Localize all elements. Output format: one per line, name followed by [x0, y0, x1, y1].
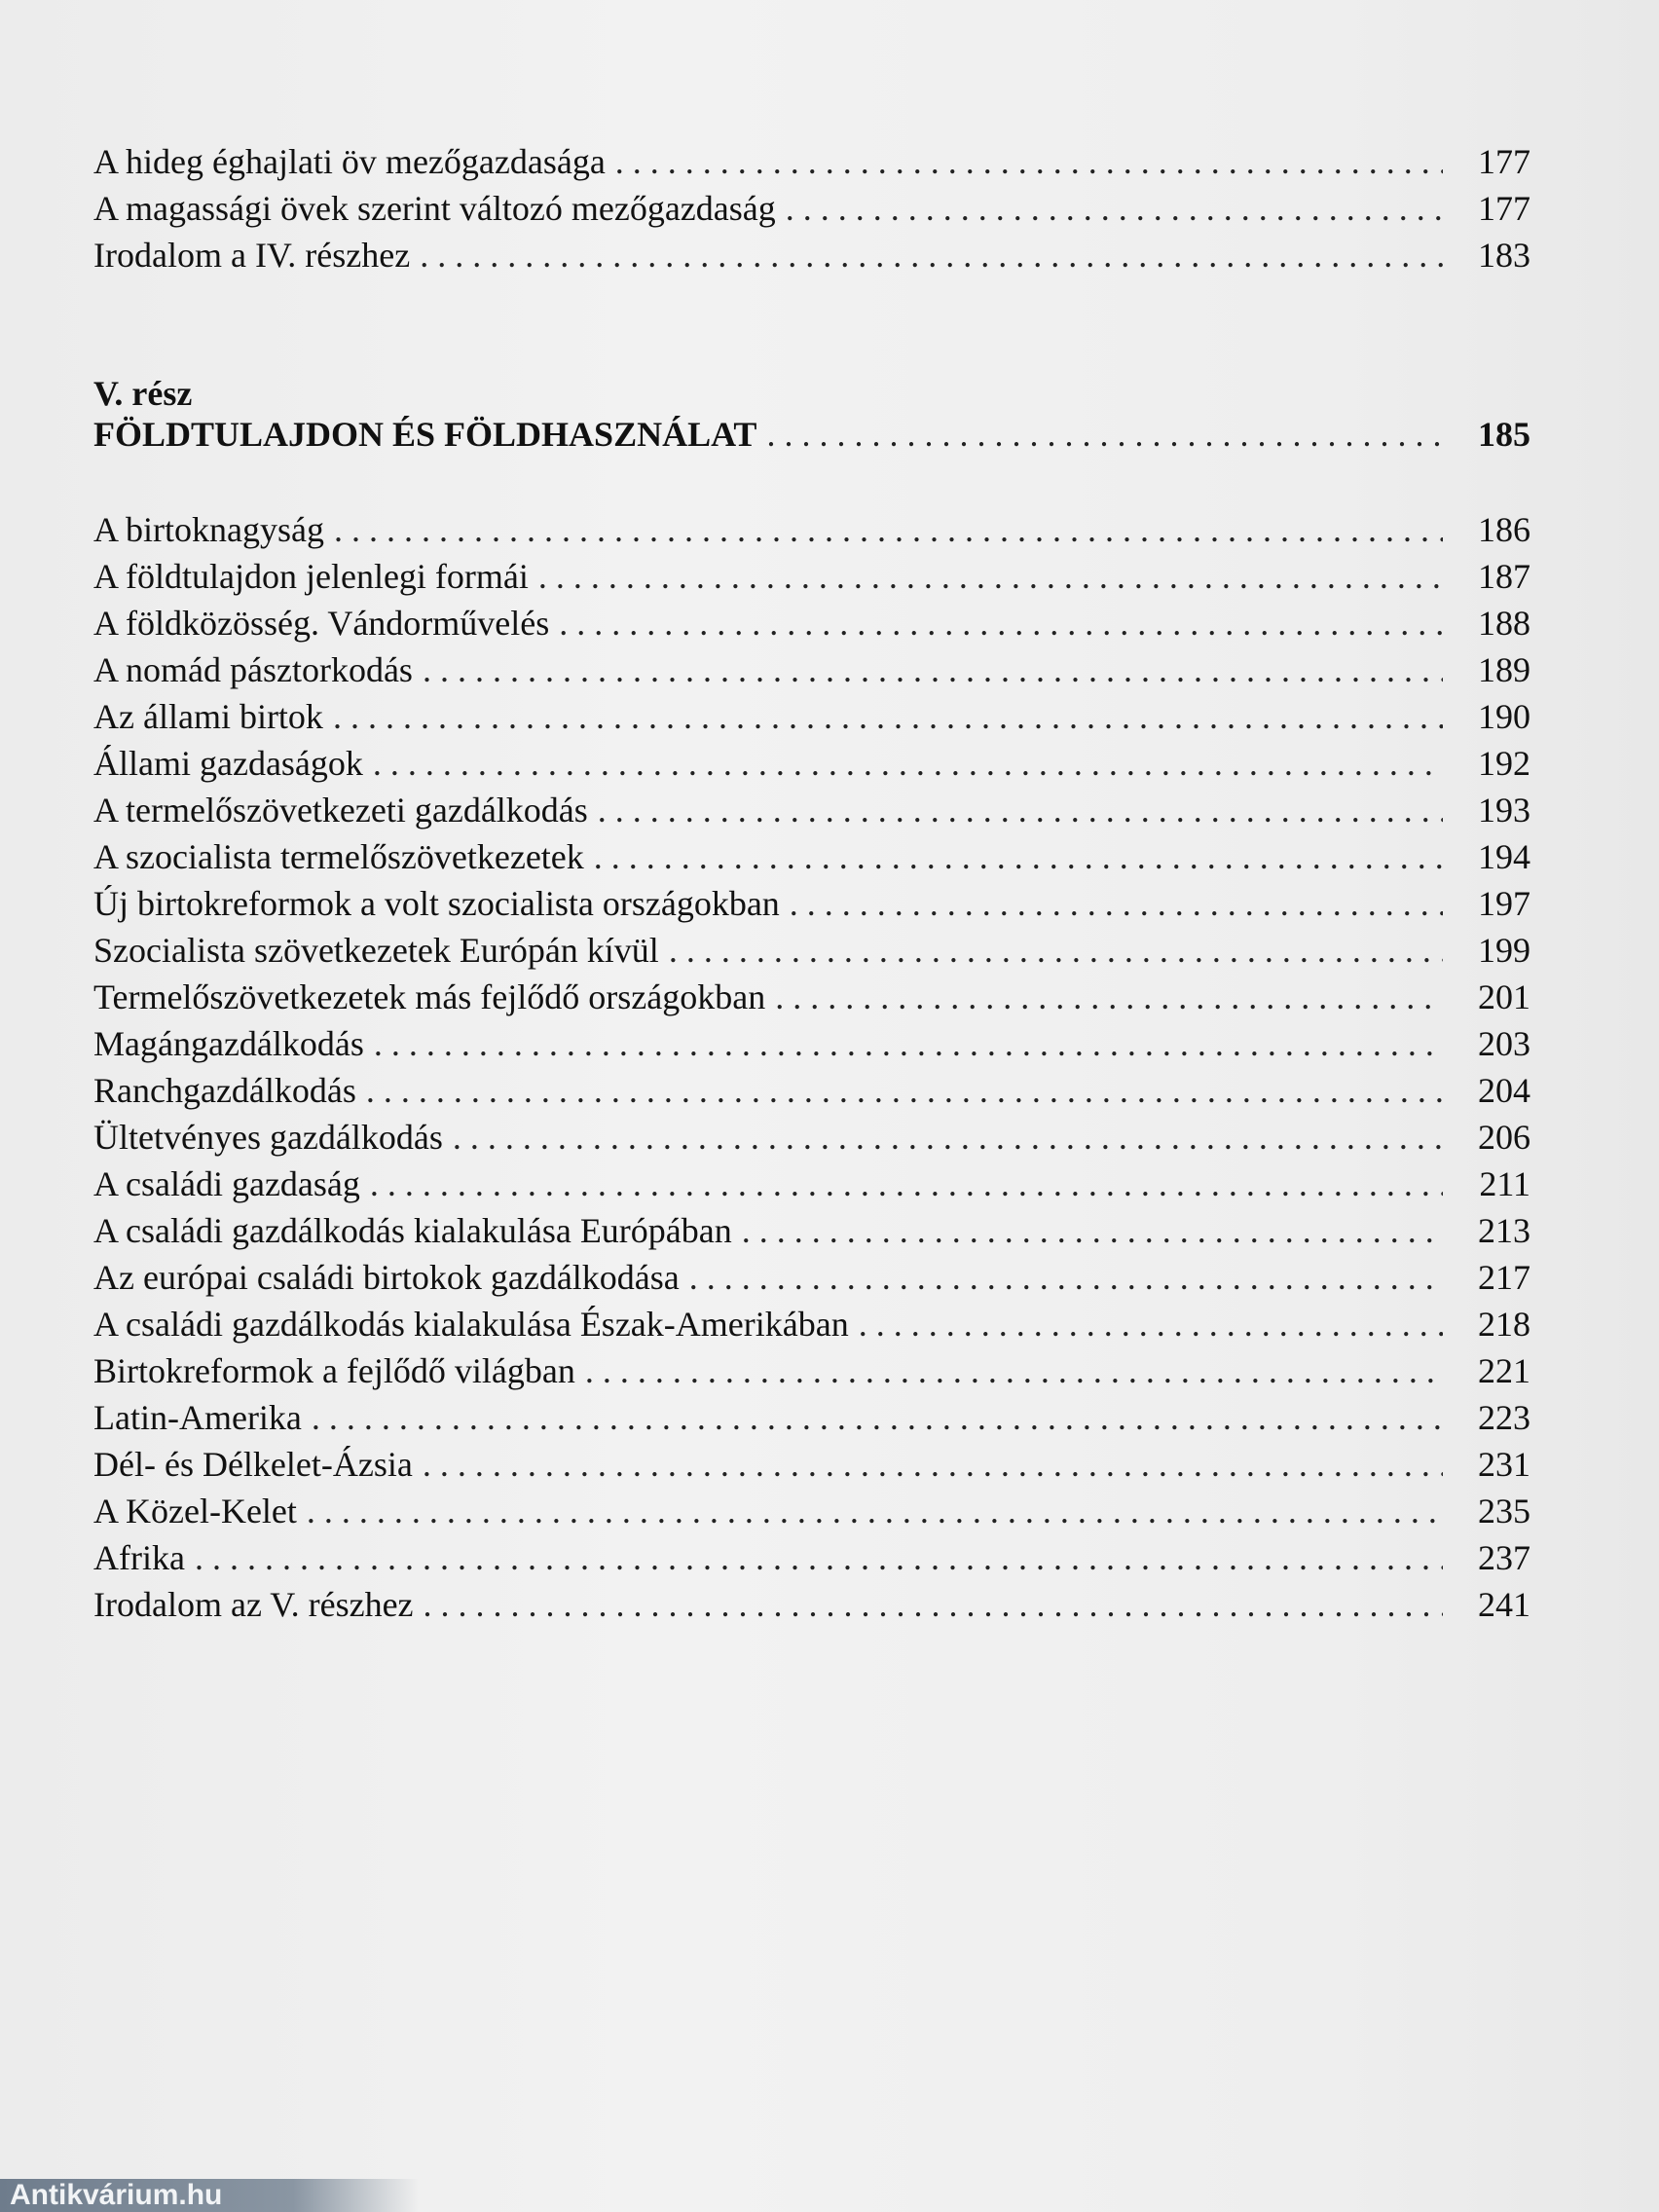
toc-entry-title: Termelőszövetkezetek más fejlődő országokban	[93, 977, 766, 1016]
toc-entry-page: 197	[1478, 884, 1530, 923]
dot-leader	[195, 1534, 1443, 1581]
dot-leader	[615, 138, 1443, 185]
toc-entry-page: 187	[1478, 557, 1530, 596]
dot-leader	[742, 1207, 1443, 1254]
toc-entry	[93, 232, 1530, 278]
toc-entry-title: Szocialista szövetkezetek Európán kívül	[93, 931, 659, 970]
toc-entry-title: Irodalom az V. részhez	[93, 1585, 414, 1624]
toc-entry-page: 213	[1478, 1211, 1530, 1250]
toc-entry	[93, 1488, 1530, 1534]
toc-entry-title: A családi gazdálkodás kialakulása Európában	[93, 1211, 732, 1250]
dot-leader	[312, 1394, 1443, 1441]
dot-leader	[786, 185, 1443, 232]
toc-entry-page: 231	[1478, 1445, 1530, 1484]
toc-entry	[93, 506, 1530, 553]
toc-entry-page: 218	[1478, 1305, 1530, 1344]
toc-entry-page: 241	[1478, 1585, 1530, 1624]
dot-leader	[585, 1347, 1443, 1394]
toc-entry	[93, 600, 1530, 646]
dot-leader	[373, 740, 1443, 787]
toc-entry-page: 204	[1478, 1071, 1530, 1110]
toc-entry-page: 192	[1478, 744, 1530, 783]
toc-entry-title: Ültetvényes gazdálkodás	[93, 1118, 443, 1157]
toc-entry-title: A magassági övek szerint változó mezőgazdaság	[93, 189, 776, 228]
toc-entry	[93, 740, 1530, 787]
toc-entry-title: Dél- és Délkelet-Ázsia	[93, 1445, 413, 1484]
toc-entry-title: A családi gazdaság	[93, 1164, 360, 1203]
toc-entry-title: A földtulajdon jelenlegi formái	[93, 557, 529, 596]
bleed-through-text	[93, 1641, 1532, 2186]
part-page: 185	[1478, 415, 1530, 454]
toc-entry	[93, 1394, 1530, 1441]
toc-entry-page: 183	[1478, 236, 1530, 275]
toc-entry	[93, 553, 1530, 600]
toc-entry-title: Birtokreformok a fejlődő világban	[93, 1351, 575, 1390]
dot-leader	[423, 1441, 1443, 1488]
toc-entry	[93, 646, 1530, 693]
dot-leader	[766, 411, 1443, 458]
toc-entry	[93, 1441, 1530, 1488]
toc-entry-title: Állami gazdaságok	[93, 744, 363, 783]
toc-entry-page: 194	[1478, 837, 1530, 876]
toc-entry	[93, 138, 1530, 185]
toc-entry-title: A szocialista termelőszövetkezetek	[93, 837, 584, 876]
dot-leader	[334, 506, 1443, 553]
toc-entry	[93, 1301, 1530, 1347]
toc-entry-title: Magángazdálkodás	[93, 1024, 364, 1063]
toc-entry-page: 223	[1478, 1398, 1530, 1437]
part-title-row	[93, 411, 1530, 458]
toc-entry-page: 221	[1478, 1351, 1530, 1390]
dot-leader	[453, 1114, 1443, 1161]
dot-leader	[790, 880, 1443, 927]
part-title: FÖLDTULAJDON ÉS FÖLDHASZNÁLAT	[93, 415, 757, 454]
dot-leader	[594, 833, 1443, 880]
toc-entry-page: 193	[1478, 791, 1530, 830]
dot-leader	[859, 1301, 1443, 1347]
toc-entry-title: Az állami birtok	[93, 697, 323, 736]
toc-entry-title: A hideg éghajlati öv mezőgazdasága	[93, 142, 606, 181]
dot-leader	[374, 1020, 1443, 1067]
dot-leader	[669, 927, 1443, 974]
watermark: Antikvárium.hu	[0, 2179, 419, 2212]
toc-entry-title: Ranchgazdálkodás	[93, 1071, 356, 1110]
toc-entry-page: 203	[1478, 1024, 1530, 1063]
dot-leader	[333, 693, 1443, 740]
toc-entry-page: 201	[1478, 977, 1530, 1016]
toc-entry	[93, 927, 1530, 974]
dot-leader	[559, 600, 1443, 646]
dot-leader	[307, 1488, 1443, 1534]
toc-entry	[93, 1161, 1530, 1207]
toc-entry-title: A termelőszövetkezeti gazdálkodás	[93, 791, 588, 830]
toc-entry-page: 177	[1478, 189, 1530, 228]
toc-entry	[93, 833, 1530, 880]
toc-entry-title: A nomád pásztorkodás	[93, 650, 413, 689]
toc-entry-page: 199	[1478, 931, 1530, 970]
toc-entry-page: 177	[1478, 142, 1530, 181]
toc-entry	[93, 1347, 1530, 1394]
toc-entry-page: 206	[1478, 1118, 1530, 1157]
toc-entry	[93, 787, 1530, 833]
toc-entry-title: Irodalom a IV. részhez	[93, 236, 411, 275]
toc-entry	[93, 880, 1530, 927]
toc-entry-title: Latin-Amerika	[93, 1398, 302, 1437]
toc-entry-title: A birtoknagyság	[93, 510, 324, 549]
toc-entry-title: Az európai családi birtokok gazdálkodása	[93, 1258, 680, 1297]
dot-leader	[370, 1161, 1443, 1207]
toc-entry	[93, 1254, 1530, 1301]
toc-entry-page: 217	[1478, 1258, 1530, 1297]
toc-entry-title: A földközösség. Vándorművelés	[93, 604, 550, 643]
toc-entry	[93, 693, 1530, 740]
toc-entry	[93, 1020, 1530, 1067]
toc-entry-page: 211	[1479, 1164, 1530, 1203]
dot-leader	[689, 1254, 1443, 1301]
toc-entry	[93, 1581, 1530, 1628]
dot-leader	[424, 1581, 1443, 1628]
dot-leader	[598, 787, 1443, 833]
toc-entry-page: 189	[1478, 650, 1530, 689]
toc-entry-page: 186	[1478, 510, 1530, 549]
toc-entry-title: Afrika	[93, 1538, 185, 1577]
toc-entry-title: A családi gazdálkodás kialakulása Észak-Amerikában	[93, 1305, 849, 1344]
toc-entry-page: 190	[1478, 697, 1530, 736]
dot-leader	[420, 232, 1443, 278]
dot-leader	[366, 1067, 1443, 1114]
toc-entry	[93, 1114, 1530, 1161]
toc-entry	[93, 185, 1530, 232]
toc-entry-title: Új birtokreformok a volt szocialista országokban	[93, 884, 780, 923]
dot-leader	[538, 553, 1443, 600]
toc-entry-page: 237	[1478, 1538, 1530, 1577]
toc-entry-title: A Közel-Kelet	[93, 1492, 297, 1530]
part-label: V. rész	[93, 374, 193, 413]
toc-entry	[93, 1207, 1530, 1254]
toc-entry-page: 188	[1478, 604, 1530, 643]
toc-entry-page: 235	[1478, 1492, 1530, 1530]
dot-leader	[775, 974, 1443, 1020]
toc-entry	[93, 974, 1530, 1020]
dot-leader	[423, 646, 1443, 693]
toc-entry	[93, 1067, 1530, 1114]
toc-entry	[93, 1534, 1530, 1581]
